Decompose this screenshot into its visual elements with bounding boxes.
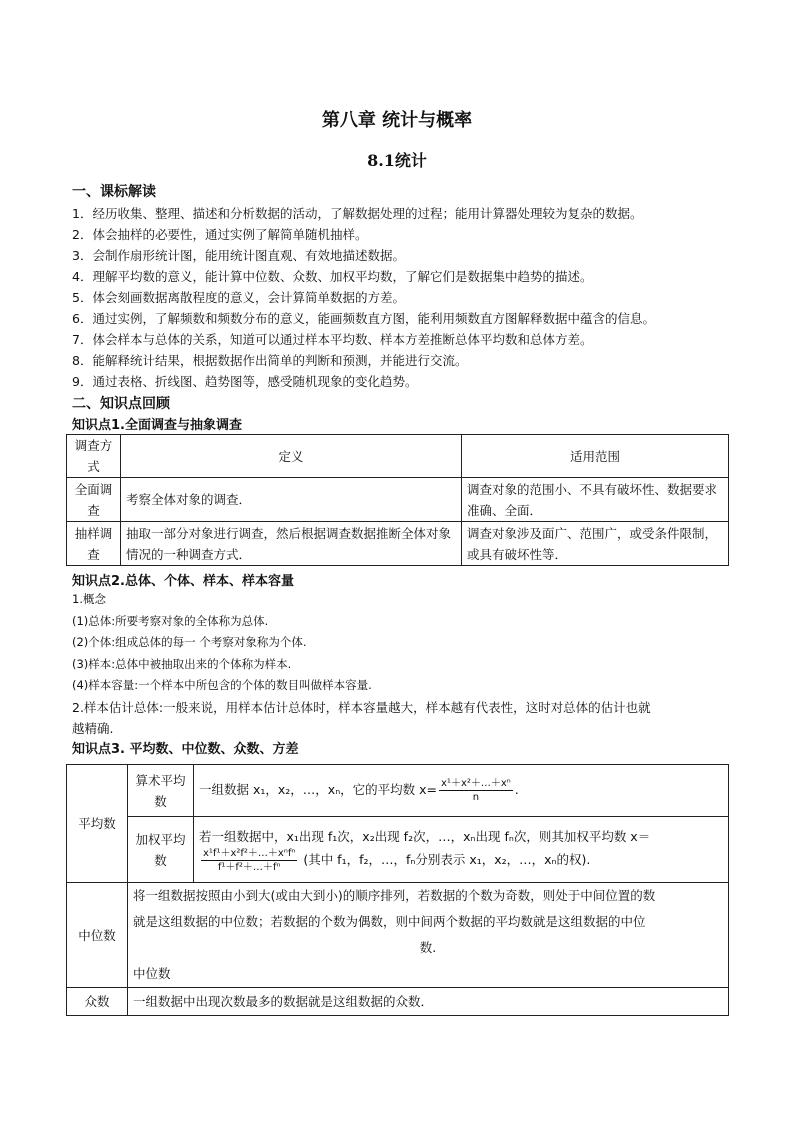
kp2-line-5: (4)样本容量:一个样本中所包含的个体的数目叫做样本容量. xyxy=(72,678,372,692)
median-line-4: 中位数 xyxy=(133,966,171,981)
arith-mean-text: 一组数据 x₁，x₂，…，xₙ，它的平均数 x= xyxy=(199,782,438,797)
median-label: 中位数 xyxy=(67,883,128,988)
kp1-heading: 知识点1.全面调查与抽象调查 xyxy=(72,418,242,433)
heading-review: 二、知识点回顾 xyxy=(72,396,170,412)
kp2-line-6: 2.样本估计总体:一般来说，用样本估计总体时，样本容量越大，样本越有代表性，这时对总体的估计也就 xyxy=(72,700,651,715)
header-definition: 定义 xyxy=(121,435,462,478)
weighted-mean-label: 加权平均数 xyxy=(128,817,194,883)
header-survey-type: 调查方式 xyxy=(67,435,121,478)
table-row xyxy=(67,522,729,566)
kp2-line-2: (1)总体:所要考察对象的全体称为总体. xyxy=(72,614,269,628)
median-line-1: 将一组数据按照由小到大(或由大到小)的顺序排列，若数据的个数为奇数，则处于中间位置的数 xyxy=(133,888,656,903)
curriculum-item-2: 2．体会抽样的必要性，通过实例了解简单随机抽样。 xyxy=(72,227,368,242)
statistics-table xyxy=(66,764,729,1016)
header-scope: 适用范围 xyxy=(462,435,729,478)
weighted-mean-numerator: x¹f¹＋x²f²＋…＋xⁿfⁿ xyxy=(203,847,296,859)
curriculum-item-7: 7．体会样本与总体的关系，知道可以通过样本平均数、样本方差推断总体平均数和总体方差。 xyxy=(72,332,593,347)
curriculum-item-8: 8．能解释统计结果，根据数据作出简单的判断和预测，并能进行交流。 xyxy=(72,353,468,368)
curriculum-item-3: 3．会制作扇形统计图，能用统计图直观、有效地描述数据。 xyxy=(72,248,405,263)
arith-mean-fraction xyxy=(439,777,513,804)
section-title: 8.1统计 xyxy=(367,151,427,170)
row-full-survey-definition: 考察全体对象的调查． xyxy=(121,478,462,522)
median-line-3: 数. xyxy=(419,940,437,955)
weighted-mean-definition xyxy=(194,817,729,883)
row-sample-survey-type: 抽样调查 xyxy=(67,522,121,566)
survey-table-header xyxy=(67,435,729,478)
table-row xyxy=(67,478,729,522)
curriculum-item-9: 9．通过表格、折线图、趋势图等，感受随机现象的变化趋势。 xyxy=(72,374,418,389)
arith-mean-denominator: n xyxy=(472,792,480,803)
curriculum-item-1: 1．经历收集、整理、描述和分析数据的活动，了解数据处理的过程；能用计算器处理较为复杂的数据。 xyxy=(72,206,643,221)
kp2-line-7: 越精确. xyxy=(72,721,114,736)
weighted-mean-line-1: 若一组数据中，x₁出现 f₁次，x₂出现 f₂次，…，xₙ出现 fₙ次，则其加权平均数 x＝ xyxy=(199,828,651,844)
arith-mean-numerator: x¹＋x²＋…＋xⁿ xyxy=(441,778,511,789)
weighted-mean-end: (其中 f₁，f₂，…，fₙ分别表示 x₁，x₂，…，xₙ的权). xyxy=(303,851,591,867)
mode-label: 众数 xyxy=(67,988,128,1016)
arith-mean-end: . xyxy=(514,782,519,797)
kp2-line-4: (3)样本:总体中被抽取出来的个体称为样本. xyxy=(72,657,292,671)
curriculum-item-6: 6．通过实例，了解频数和频数分布的意义，能画频数直方图，能利用频数直方图解释数据中蕴含的信息。 xyxy=(72,311,655,326)
row-full-survey-scope: 调查对象的范围小、不具有破坏性、数据要求准确、全面． xyxy=(462,478,729,522)
heading-curriculum: 一、课标解读 xyxy=(72,184,156,200)
kp2-line-1: 1.概念 xyxy=(72,592,106,606)
table-row xyxy=(67,988,729,1016)
kp3-heading: 知识点3. 平均数、中位数、众数、方差 xyxy=(72,742,299,757)
row-full-survey-type: 全面调查 xyxy=(67,478,121,522)
table-row xyxy=(67,883,729,988)
weighted-mean-fraction xyxy=(201,847,297,874)
weighted-mean-denominator: f¹＋f²＋…＋fⁿ xyxy=(217,861,281,873)
survey-table xyxy=(66,434,729,566)
mean-label: 平均数 xyxy=(67,765,128,883)
kp2-heading: 知识点2.总体、个体、样本、样本容量 xyxy=(72,574,294,589)
arith-mean-label: 算术平均数 xyxy=(128,765,194,817)
median-definition xyxy=(128,883,729,988)
curriculum-item-4: 4．理解平均数的意义，能计算中位数、众数、加权平均数，了解它们是数据集中趋势的描述。 xyxy=(72,269,593,284)
table-row xyxy=(67,817,729,883)
median-line-2: 就是这组数据的中位数；若数据的个数为偶数，则中间两个数据的平均数就是这组数据的中位 xyxy=(133,914,646,929)
table-row xyxy=(67,765,729,817)
row-sample-survey-scope: 调查对象涉及面广、范围广，或受条件限制，或具有破坏性等． xyxy=(462,522,729,566)
curriculum-item-5: 5．体会刻画数据离散程度的意义，会计算简单数据的方差。 xyxy=(72,290,405,305)
mode-definition: 一组数据中出现次数最多的数据就是这组数据的众数． xyxy=(128,988,729,1016)
kp2-line-3: (2)个体:组成总体的每一 个考察对象称为个体. xyxy=(72,635,307,649)
arith-mean-definition xyxy=(194,765,729,817)
row-sample-survey-definition: 抽取一部分对象进行调查，然后根据调查数据推断全体对象情况的一种调查方式． xyxy=(121,522,462,566)
chapter-title: 第八章 统计与概率 xyxy=(321,110,473,131)
